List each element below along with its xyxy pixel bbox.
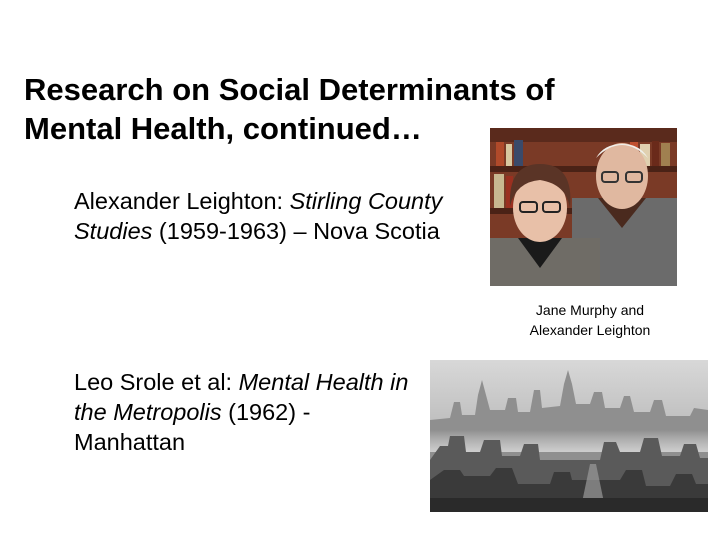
caption-line-1: Jane Murphy and: [535, 302, 645, 318]
slide-title: [24, 70, 684, 148]
bullet1-tail: (1959-1963) – Nova Scotia: [152, 218, 440, 244]
title-line-1: Research on Social Determinants of: [24, 72, 555, 107]
bullet2-lead: Leo Srole et al:: [74, 369, 239, 395]
title-line-2: Mental Health, continued…: [24, 111, 422, 146]
bullet1-italic: Stirling County Studies: [74, 188, 443, 244]
bullet-midtown-manhattan: [74, 367, 414, 457]
caption-line-2: Alexander Leighton: [529, 322, 651, 338]
bullet1-lead: Alexander Leighton:: [74, 188, 290, 214]
bullet2-italic: Mental Health in the Metropolis: [74, 369, 409, 425]
photo-caption: [510, 300, 670, 340]
bullet-stirling-county: [74, 186, 484, 246]
bullet2-tail: (1962) - Manhattan: [74, 399, 311, 455]
photo-manhattan-skyline: [430, 360, 708, 512]
photo-murphy-leighton: [490, 128, 677, 286]
